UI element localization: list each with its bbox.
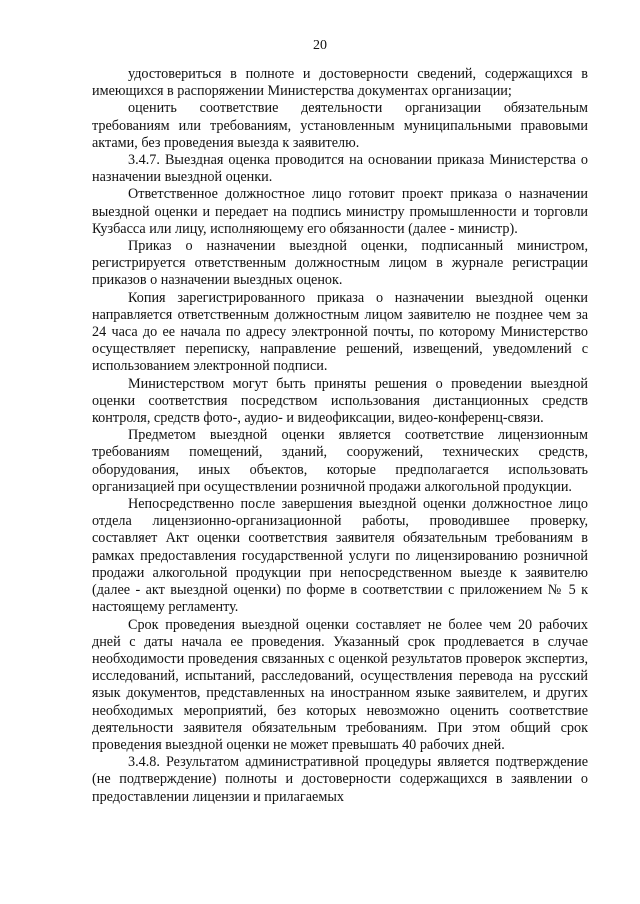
paragraph: Копия зарегистрированного приказа о назначении выездной оценки направляется ответственным должностным лицом заявителю не позднее чем за 24 часа до ее начала по адресу электронной почты, по которому Министерство осуществляет переписку, направление решений, извещений, уведомлений с использованием электронной подписи. (92, 289, 588, 375)
paragraph: Приказ о назначении выездной оценки, подписанный министром, регистрируется ответственным должностным лицом в журнале регистрации приказов о назначении выездных оценок. (92, 238, 588, 289)
paragraph: оценить соответствие деятельности организации обязательным требованиям или требованиям, установленным муниципальными правовыми актами, без проведения выезда к заявителю. (92, 100, 588, 151)
paragraph: Ответственное должностное лицо готовит проект приказа о назначении выездной оценки и передает на подпись министру промышленности и торговли Кузбасса или лицу, исполняющему его обязанности (далее - министр). (92, 186, 588, 237)
page-number: 20 (313, 38, 327, 53)
paragraph: 3.4.7. Выездная оценка проводится на основании приказа Министерства о назначении выездной оценки. (92, 152, 588, 186)
paragraph: Срок проведения выездной оценки составляет не более чем 20 рабочих дней с даты начала ее проведения. Указанный срок продлевается в случае необходимости проведения связанных с оценкой результатов проверок экспертиз, исследований, испытаний, расследований, осуществления перевода на русский язык документов, представленных на иностранном языке заявителем, и других необходимых мероприятий, без которых невозможно оценить соответствие деятельности заявителя обязательным требованиям. При этом общий срок проведения выездной оценки не может превышать 40 рабочих дней. (92, 616, 588, 753)
paragraph: Непосредственно после завершения выездной оценки должностное лицо отдела лицензионно-организационной работы, проводившее проверку, составляет Акт оценки соответствия заявителя обязательным требованиям в рамках предоставления государственной услуги по лицензированию розничной продажи алкогольной продукции при непосредственном выезде к заявителю (далее - акт выездной оценки) по форме в соответствии с приложением № 5 к настоящему регламенту. (92, 496, 588, 616)
document-body (92, 66, 588, 806)
paragraph: удостовериться в полноте и достоверности сведений, содержащихся в имеющихся в распоряжении Министерства документах организации; (92, 66, 588, 100)
paragraph: 3.4.8. Результатом административной процедуры является подтверждение (не подтверждение) полноты и достоверности содержащихся в заявлении о предоставлении лицензии и прилагаемых (92, 754, 588, 805)
paragraph: Министерством могут быть приняты решения о проведении выездной оценки соответствия посредством использования дистанционных средств контроля, средств фото-, аудио- и видеофиксации, видео-конференц-связи. (92, 375, 588, 427)
paragraph: Предметом выездной оценки является соответствие лицензионным требованиям помещений, зданий, сооружений, технических средств, оборудования, иных объектов, которые предполагается использовать организацией при осуществлении розничной продажи алкогольной продукции. (92, 427, 588, 495)
